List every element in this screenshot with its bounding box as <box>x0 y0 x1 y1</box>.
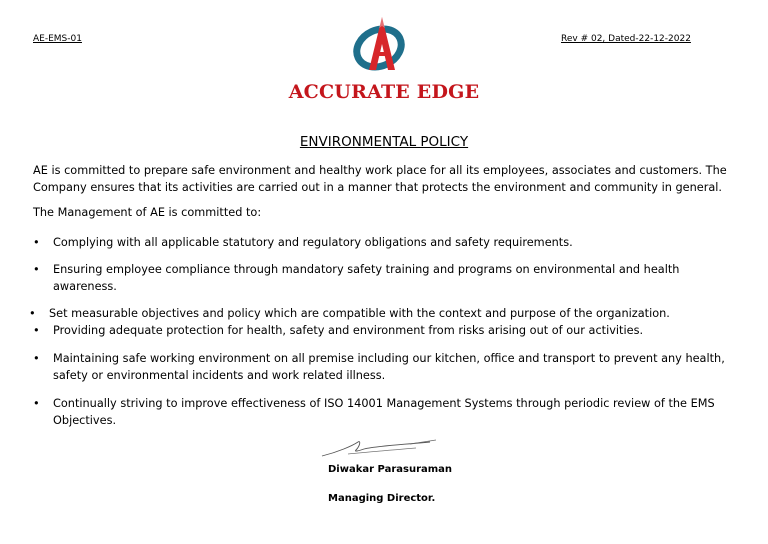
document-code: AE-EMS-01 <box>33 34 82 44</box>
list-item-text: Maintaining safe working environment on all premise including our kitchen, office and transport to prevent any health, safety or environmental incidents and work related illness. <box>53 352 725 382</box>
list-item-text: Providing adequate protection for health, safety and environment from risks arising out of our activities. <box>53 324 644 337</box>
bullet: • <box>33 397 40 410</box>
bullet: • <box>33 263 40 276</box>
list-item-text: Ensuring employee compliance through mandatory safety training and programs on environmental and health awareness. <box>53 263 680 293</box>
bullet: • <box>33 352 40 365</box>
intro-paragraph: AE is committed to prepare safe environment and healthy work place for all its employees, associates and customers. The Company ensures that its activities are carried out in a manner that protects the environment and community in general. <box>33 164 727 194</box>
signatory-designation: Managing Director. <box>328 493 436 504</box>
list-item-text: Continually striving to improve effectiveness of ISO 14001 Management Systems through periodic review of the EMS Objectives. <box>53 397 715 427</box>
accurate-edge-logo-icon <box>351 14 413 72</box>
list-item-text: Set measurable objectives and policy which are compatible with the context and purpose of the organization. <box>49 307 670 320</box>
signatory-name: Diwakar Parasuraman <box>328 464 453 475</box>
bullet: • <box>33 236 40 249</box>
management-line: The Management of AE is committed to: <box>33 206 262 219</box>
list-item-text: Complying with all applicable statutory and regulatory obligations and safety requirements. <box>53 236 573 249</box>
page-title: ENVIRONMENTAL POLICY <box>299 134 469 150</box>
signature-icon <box>318 436 442 462</box>
bullet: • <box>33 324 40 337</box>
revision-info: Rev # 02, Dated-22-12-2022 <box>561 34 691 44</box>
bullet: • <box>29 307 36 320</box>
company-name: ACCURATE EDGE <box>288 81 480 103</box>
